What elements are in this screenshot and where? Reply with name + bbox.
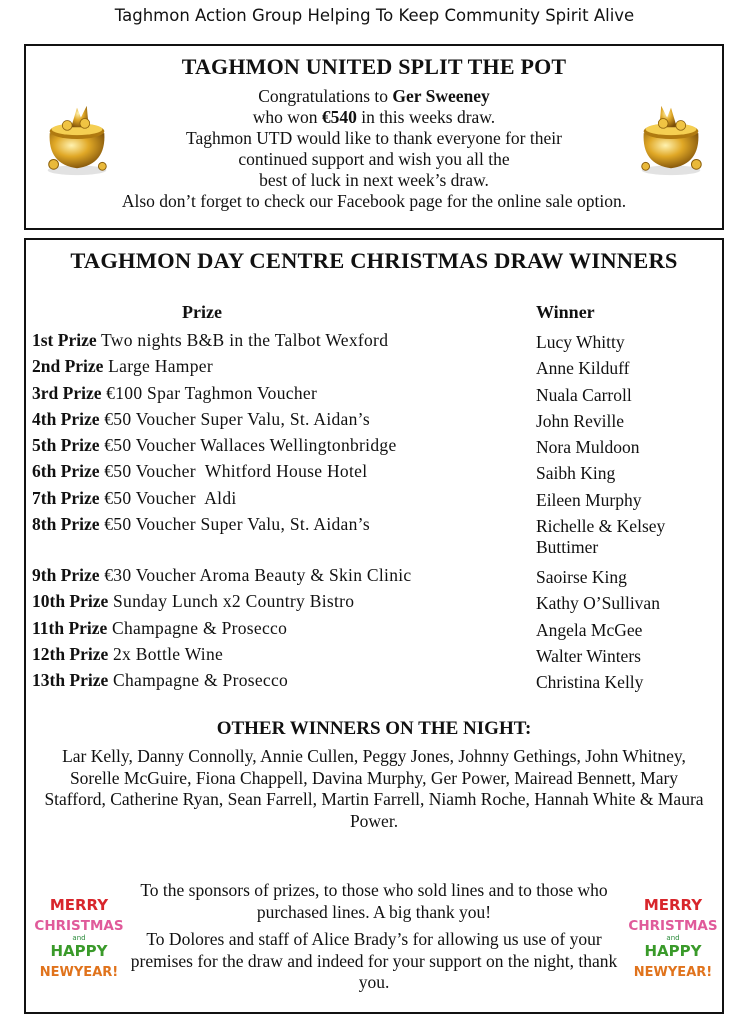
prize-rank: 1st Prize: [32, 330, 97, 350]
congrats-prefix: Congratulations to: [258, 86, 393, 106]
prize-cell: [32, 670, 522, 691]
split-the-pot-box: [24, 44, 724, 230]
thanks-line-3: best of luck in next week’s draw.: [259, 170, 489, 190]
xmas-and-text: and: [72, 934, 86, 942]
xmas-newyear-text: NEWYEAR!: [39, 965, 119, 980]
prize-column-header: Prize: [182, 302, 222, 322]
winner-cell: Kathy O’Sullivan: [536, 593, 660, 614]
winner-cell: Christina Kelly: [536, 672, 644, 693]
prize-cell: [32, 644, 522, 665]
facebook-line: Also don’t forget to check our Facebook page for the online sale option.: [121, 191, 627, 211]
prize-cell: [32, 461, 522, 482]
other-winners-title: OTHER WINNERS ON THE NIGHT:: [216, 718, 532, 739]
xmas-newyear-text: NEWYEAR!: [633, 965, 713, 980]
xmas-christmas-text: CHRISTMAS: [34, 918, 124, 934]
prize-cell: [32, 435, 522, 456]
winner-cell: Nora Muldoon: [536, 437, 640, 458]
prize-rank: 11th Prize: [32, 617, 108, 638]
prize-cell: [32, 591, 522, 612]
prize-rank: 8th Prize: [32, 514, 100, 535]
winner-cell: Anne Kilduff: [536, 358, 630, 379]
merry-christmas-icon: [34, 892, 124, 984]
christmas-draw-title: TAGHMON DAY CENTRE CHRISTMAS DRAW WINNERS: [70, 248, 678, 273]
table-row: [32, 435, 722, 461]
prize-desc: €50 Voucher Super Valu, St. Aidan’s: [104, 408, 370, 429]
prize-cell: [32, 514, 522, 535]
prize-desc: Two nights B&B in the Talbot Wexford: [100, 330, 389, 350]
table-row: [32, 565, 722, 591]
prize-desc: Champagne & Prosecco: [112, 670, 289, 691]
winner-cell: Walter Winters: [536, 645, 641, 666]
prize-rank: 7th Prize: [32, 487, 100, 508]
table-row: [32, 488, 722, 514]
pot-of-gold-icon: [38, 100, 116, 178]
thanks-line-2: continued support and wish you all the: [238, 149, 510, 169]
winner-cell: Richelle & Kelsey Buttimer: [536, 516, 666, 558]
prize-rank: 9th Prize: [32, 565, 100, 586]
table-row: [32, 409, 722, 435]
winner-cell: Lucy Whitty: [536, 332, 625, 352]
prize-rank: 4th Prize: [32, 408, 100, 429]
pot-of-gold-icon: [632, 100, 710, 178]
xmas-happy-text: HAPPY: [50, 942, 108, 960]
prize-desc: Large Hamper: [108, 356, 213, 377]
winner-cell: Saoirse King: [536, 567, 627, 588]
table-row: [32, 356, 722, 382]
prize-desc: €50 Voucher Whitford House Hotel: [104, 461, 368, 482]
xmas-and-text: and: [666, 934, 680, 942]
table-row: [32, 618, 722, 644]
prize-rank: 10th Prize: [32, 591, 109, 612]
prize-rank: 12th Prize: [32, 643, 109, 664]
prize-desc: Sunday Lunch x2 Country Bistro: [112, 591, 355, 612]
thanks-line-1: Taghmon UTD would like to thank everyone for their: [186, 128, 562, 148]
prize-cell: [32, 409, 522, 430]
winner-column-header: Winner: [536, 302, 595, 322]
other-winners-list: Lar Kelly, Danny Connolly, Annie Cullen, Peggy Jones, Johnny Gethings, John Whitney, Sorelle McGuire, Fiona Chappell, Davina Murphy, Ger Power, Mairead Bennett, Mary Stafford, Catherine Ryan, Sean Farrell, Martin Farrell, Niamh Roche, Hannah White & Maura Power.: [44, 746, 704, 831]
sponsors-thanks: To the sponsors of prizes, to those who sold lines and to those who purchased lines. A big thank you!: [140, 880, 608, 922]
thank-you-notes: [126, 880, 622, 1000]
table-row: [32, 591, 722, 617]
won-suffix: in this weeks draw.: [356, 107, 496, 127]
table-row: [32, 514, 722, 565]
table-row: [32, 330, 722, 356]
prize-cell: [32, 383, 522, 404]
christmas-draw-box: [24, 238, 724, 1014]
pot-winner-name: Ger Sweeney: [392, 86, 490, 106]
winner-cell: Nuala Carroll: [536, 384, 632, 405]
pot-amount: €540: [321, 107, 357, 127]
xmas-merry-text: MERRY: [643, 896, 703, 914]
venue-thanks: To Dolores and staff of Alice Brady’s for allowing us use of your premises for the draw and indeed for your support on the night, thank you.: [130, 929, 618, 992]
prize-cell: [32, 618, 522, 639]
prize-rank: 13th Prize: [32, 670, 109, 691]
page-header: Taghmon Action Group Helping To Keep Community Spirit Alive: [114, 6, 635, 25]
split-the-pot-body: [26, 86, 722, 212]
prize-desc: €50 Voucher Wallaces Wellingtonbridge: [104, 435, 397, 456]
prize-desc: €30 Voucher Aroma Beauty & Skin Clinic: [104, 565, 412, 586]
prize-rank: 5th Prize: [32, 435, 100, 456]
split-the-pot-title: TAGHMON UNITED SPLIT THE POT: [181, 54, 567, 79]
prize-cell: [32, 565, 522, 586]
table-row: [32, 670, 722, 696]
prize-desc: Champagne & Prosecco: [112, 617, 288, 638]
prize-cell: [32, 488, 522, 509]
prize-desc: 2x Bottle Wine: [112, 643, 224, 664]
prize-cell: [32, 356, 522, 377]
merry-christmas-icon: [628, 892, 718, 984]
table-row: [32, 383, 722, 409]
winner-cell: John Reville: [536, 410, 624, 431]
won-prefix: who won: [252, 107, 322, 127]
prize-desc: €50 Voucher Super Valu, St. Aidan’s: [104, 514, 370, 535]
winner-cell: Eileen Murphy: [536, 489, 642, 510]
prize-rank: 2nd Prize: [32, 356, 104, 377]
xmas-happy-text: HAPPY: [644, 942, 702, 960]
prize-desc: €100 Spar Taghmon Voucher: [106, 382, 318, 403]
prize-cell: [32, 330, 522, 351]
winner-cell: Saibh King: [536, 463, 616, 484]
winner-cell: Angela McGee: [536, 619, 643, 640]
xmas-merry-text: MERRY: [49, 896, 109, 914]
prize-rows: [32, 330, 722, 697]
prize-desc: €50 Voucher Aldi: [104, 487, 237, 508]
table-row: [32, 644, 722, 670]
table-row: [32, 461, 722, 487]
prize-rank: 3rd Prize: [32, 382, 102, 403]
prize-rank: 6th Prize: [32, 461, 100, 482]
xmas-christmas-text: CHRISTMAS: [628, 918, 718, 934]
